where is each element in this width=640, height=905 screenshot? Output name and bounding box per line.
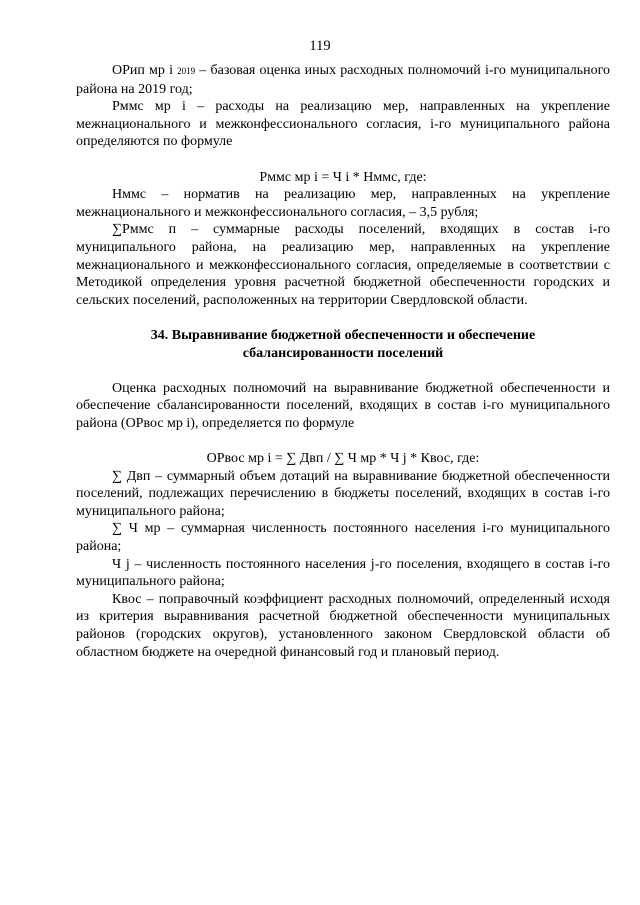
blank-line (76, 309, 610, 327)
paragraph-rmms: Рммс мр i – расходы на реализацию мер, направленных на укрепление межнационального и межконфессионального согласия, i-го муниципального района определяются по формуле (76, 99, 610, 150)
section-heading-34: 34. Выравнивание бюджетной обеспеченности и обеспечение сбалансированности поселений (150, 327, 536, 361)
page-body (76, 62, 610, 661)
paragraph-ch-mr: ∑ Ч мр – суммарная численность постоянного населения i-го муниципального района; (76, 521, 610, 555)
page-number: 119 (309, 38, 331, 54)
blank-line (76, 362, 610, 380)
formula-orvos: ОРвос мр i = ∑ Двп / ∑ Ч мр * Ч j * Квос, где: (206, 451, 480, 467)
paragraph-orip (76, 62, 610, 98)
paragraph-sum-rmms: ∑Рммс п – суммарные расходы поселений, входящих в состав i-го муниципального района, на реализацию мер, направленных на укрепление межнационального и межконфессионального согласия, определяемые в соответствии с Методикой определения уровня расчетной бюджетной обеспеченности городских и сельских поселений, расположенных на территории Свердловской области. (76, 222, 610, 308)
blank-line (76, 432, 610, 450)
blank-line (76, 151, 610, 169)
orip-definition: – базовая оценка иных расходных полномочий i-го муниципального района на 2019 год; (76, 63, 610, 97)
formula-rmms: Рммс мр i = Ч i * Нммс, где: (259, 169, 427, 185)
orip-term: ОРип мр i (112, 63, 178, 78)
paragraph-orvos-intro: Оценка расходных полномочий на выравнивание бюджетной обеспеченности и обеспечение сбалансированности поселений, входящих в состав i-го муниципального района (ОРвос мр i), определяется по формуле (76, 380, 610, 431)
paragraph-nmms: Нммс – норматив на реализацию мер, направленных на укрепление межнационального и межконфессионального согласия, – 3,5 рубля; (76, 187, 610, 220)
paragraph-kvos: Квос – поправочный коэффициент расходных полномочий, определенный исходя из критерия выравнивания расчетной бюджетной обеспеченности муниципальных районов (городских округов), установленного законом Свердловской области об областном бюджете на очередной финансовый год и плановый период. (76, 591, 610, 660)
paragraph-ch-j: Ч j – численность постоянного населения j-го поселения, входящего в состав i-го муниципального района; (76, 556, 610, 590)
orip-year-subscript: 2019 (177, 66, 196, 76)
paragraph-dvp: ∑ Двп – суммарный объем дотаций на выравнивание бюджетной обеспеченности поселений, подлежащих перечислению в бюджеты поселений, входящих в состав i-го муниципального района; (76, 468, 610, 519)
